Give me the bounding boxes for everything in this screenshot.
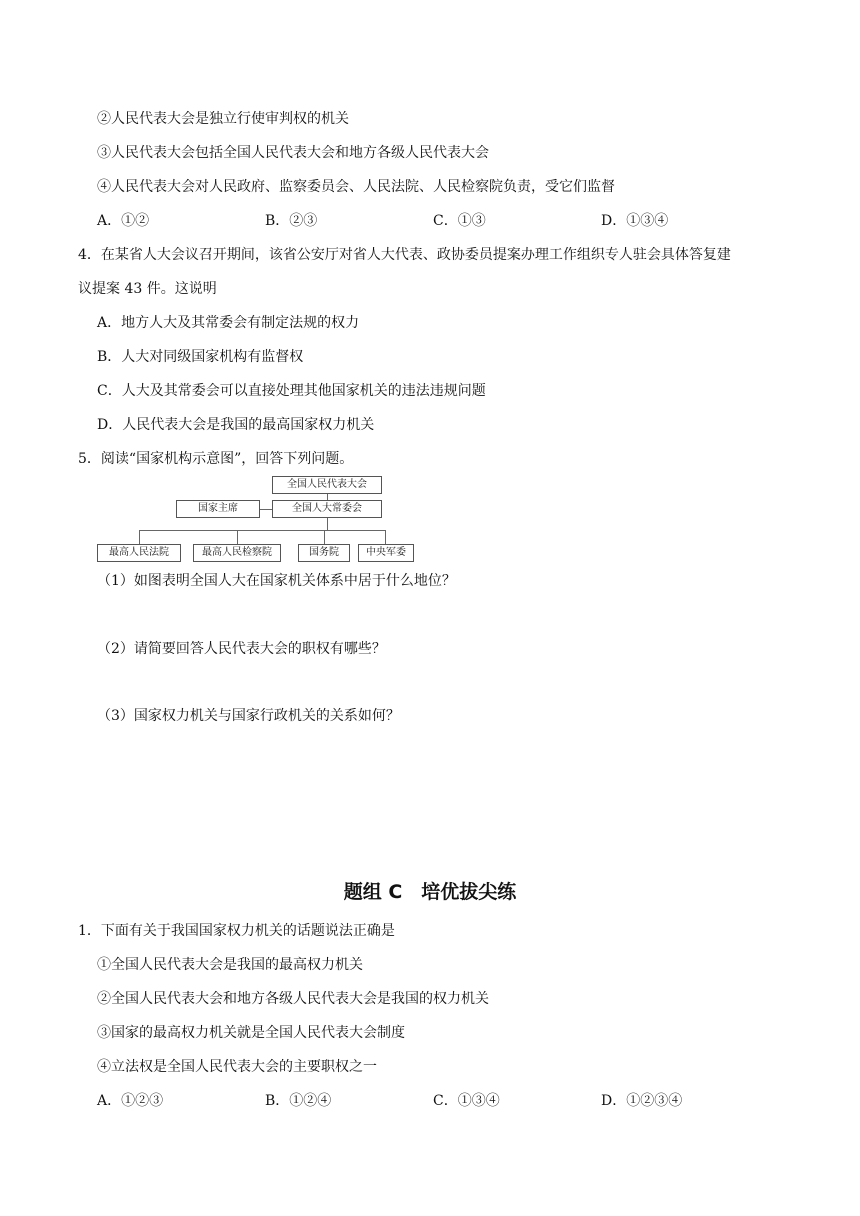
- c-q1-stem: 1．下面有关于我国国家权力机关的话题说法正确是: [78, 923, 395, 939]
- org-node-state-council: 国务院: [298, 544, 350, 562]
- q4-option-b: B．人大对同级国家机构有监督权: [97, 349, 304, 365]
- org-connector: [237, 530, 238, 544]
- q4-stem-line1: 4．在某省人大会议召开期间，该省公安厅对省人大代表、政协委员提案办理工作组织专人驻会具体答复建: [78, 247, 731, 263]
- org-connector: [385, 530, 386, 544]
- q5-subquestion-2: （2）请简要回答人民代表大会的职权有哪些？: [97, 641, 386, 657]
- org-node-supreme-court: 最高人民法院: [97, 544, 181, 562]
- org-connector: [324, 530, 325, 544]
- c-q1-statement-2: ②全国人民代表大会和地方各级人民代表大会是我国的权力机关: [97, 991, 489, 1007]
- org-connector: [327, 518, 328, 530]
- q5-stem: 5．阅读“国家机构示意图”，回答下列问题。: [78, 451, 354, 467]
- q3-option-a: A．①②: [97, 213, 150, 229]
- c-q1-statement-1: ①全国人民代表大会是我国的最高权力机关: [97, 957, 363, 973]
- org-node-cmc: 中央军委: [358, 544, 414, 562]
- section-c-heading: 题组 C 培优拔尖练: [343, 881, 517, 903]
- q3-option-d: D．①③④: [601, 213, 669, 229]
- c-q1-statement-4: ④立法权是全国人民代表大会的主要职权之一: [97, 1059, 377, 1075]
- q4-option-d: D．人民代表大会是我国的最高国家权力机关: [97, 417, 375, 433]
- q5-subquestion-1: （1）如图表明全国人大在国家机关体系中居于什么地位？: [97, 573, 456, 589]
- org-connector: [260, 509, 272, 510]
- q4-stem-line2: 议提案 43 件。这说明: [78, 281, 217, 297]
- q5-subquestion-3: （3）国家权力机关与国家行政机关的关系如何？: [97, 708, 400, 724]
- org-node-standing-committee: 全国人大常委会: [272, 500, 382, 518]
- org-node-npc: 全国人民代表大会: [272, 476, 382, 494]
- q4-option-a: A．地方人大及其常委会有制定法规的权力: [97, 315, 360, 331]
- c-q1-option-c: C．①③④: [433, 1093, 500, 1109]
- c-q1-statement-3: ③国家的最高权力机关就是全国人民代表大会制度: [97, 1025, 405, 1041]
- org-node-president: 国家主席: [176, 500, 260, 518]
- c-q1-option-b: B．①②④: [265, 1093, 332, 1109]
- q3-option-b: B．②③: [265, 213, 318, 229]
- org-node-procuratorate: 最高人民检察院: [193, 544, 281, 562]
- org-connector: [139, 530, 140, 544]
- q4-option-c: C．人大及其常委会可以直接处理其他国家机关的违法违规问题: [97, 383, 486, 399]
- c-q1-option-a: A．①②③: [97, 1093, 164, 1109]
- q3-option-c: C．①③: [433, 213, 486, 229]
- q3-statement-2: ②人民代表大会是独立行使审判权的机关: [97, 111, 349, 127]
- c-q1-option-d: D．①②③④: [601, 1093, 683, 1109]
- org-connector: [139, 530, 385, 531]
- q3-statement-3: ③人民代表大会包括全国人民代表大会和地方各级人民代表大会: [97, 145, 489, 161]
- org-connector: [327, 494, 328, 500]
- q3-statement-4: ④人民代表大会对人民政府、监察委员会、人民法院、人民检察院负责，受它们监督: [97, 179, 615, 195]
